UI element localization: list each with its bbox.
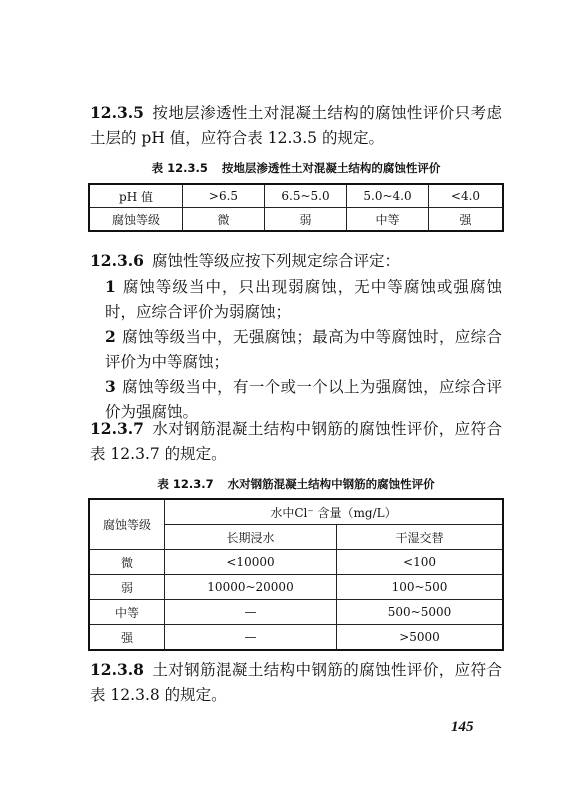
table-cell: <4.0 xyxy=(429,184,504,208)
clause-number: 12.3.8 xyxy=(90,660,144,679)
table-caption-12-3-5 xyxy=(90,160,502,176)
clause-number: 12.3.5 xyxy=(90,103,144,122)
clause-12-3-5 xyxy=(90,100,502,151)
page-number: 145 xyxy=(451,719,474,735)
table-cell: 弱 xyxy=(89,575,165,600)
table-cell: 10000~20000 xyxy=(165,575,337,600)
table-cell: — xyxy=(165,600,337,625)
clause-number: 12.3.6 xyxy=(90,251,144,270)
table-cell: 100~500 xyxy=(337,575,504,600)
table-row xyxy=(89,625,503,651)
table-cell: 微 xyxy=(89,550,165,575)
table-cell: <100 xyxy=(337,550,504,575)
table-cell: 弱 xyxy=(265,208,347,232)
column-header-wet-dry: 干湿交替 xyxy=(337,525,504,550)
column-header-long-immersion: 长期浸水 xyxy=(165,525,337,550)
table-caption-12-3-7 xyxy=(90,476,502,492)
table-header-row xyxy=(89,499,503,525)
table-cell: 5.0~4.0 xyxy=(347,184,429,208)
item-text: 腐蚀等级当中，有一个或一个以上为强腐蚀，应综合评价为强腐蚀。 xyxy=(105,378,502,421)
table-cell: >5000 xyxy=(337,625,504,651)
clause-12-3-6 xyxy=(90,248,502,274)
table-cell: 6.5~5.0 xyxy=(265,184,347,208)
item-number: 2 xyxy=(105,327,116,346)
clause-text: 按地层渗透性土对混凝土结构的腐蚀性评价只考虑土层的 pH 值，应符合表 12.3.5 的规定。 xyxy=(90,104,502,147)
clause-text: 腐蚀性等级应按下列规定综合评定： xyxy=(151,252,400,270)
table-cell: — xyxy=(165,625,337,651)
table-cell: 中等 xyxy=(89,600,165,625)
list-item-2 xyxy=(90,324,502,375)
clause-text: 土对钢筋混凝土结构中钢筋的腐蚀性评价，应符合表 12.3.8 的规定。 xyxy=(90,661,502,704)
table-cell: >6.5 xyxy=(183,184,265,208)
table-12-3-5 xyxy=(88,183,504,232)
table-row xyxy=(89,600,503,625)
caption-number: 表 12.3.7 xyxy=(157,477,214,491)
table-cell: 强 xyxy=(89,625,165,651)
table-cell: 微 xyxy=(183,208,265,232)
table-row xyxy=(89,550,503,575)
item-number: 1 xyxy=(105,277,116,296)
table-cell: <10000 xyxy=(165,550,337,575)
table-cell: 强 xyxy=(429,208,504,232)
table-cell: 500~5000 xyxy=(337,600,504,625)
clause-text: 水对钢筋混凝土结构中钢筋的腐蚀性评价，应符合表 12.3.7 的规定。 xyxy=(90,420,502,463)
column-header-grade: 腐蚀等级 xyxy=(89,499,165,550)
item-text: 腐蚀等级当中，无强腐蚀；最高为中等腐蚀时，应综合评价为中等腐蚀； xyxy=(105,328,502,371)
table-row xyxy=(89,208,503,232)
table-row xyxy=(89,575,503,600)
item-text: 腐蚀等级当中，只出现弱腐蚀，无中等腐蚀或强腐蚀时，应综合评价为弱腐蚀； xyxy=(105,278,502,321)
column-header-group: 水中Cl⁻ 含量（mg/L） xyxy=(165,499,504,525)
item-number: 3 xyxy=(105,377,116,396)
clause-number: 12.3.7 xyxy=(90,419,144,438)
table-cell: 中等 xyxy=(347,208,429,232)
clause-12-3-8 xyxy=(90,657,502,708)
table-cell: 腐蚀等级 xyxy=(89,208,183,232)
caption-title: 水对钢筋混凝土结构中钢筋的腐蚀性评价 xyxy=(227,477,435,491)
list-item-1 xyxy=(90,274,502,325)
table-cell: pH 值 xyxy=(89,184,183,208)
caption-number: 表 12.3.5 xyxy=(151,161,208,175)
table-12-3-7 xyxy=(88,498,504,651)
clause-12-3-7 xyxy=(90,416,502,467)
caption-title: 按地层渗透性土对混凝土结构的腐蚀性评价 xyxy=(221,161,441,175)
table-row xyxy=(89,184,503,208)
